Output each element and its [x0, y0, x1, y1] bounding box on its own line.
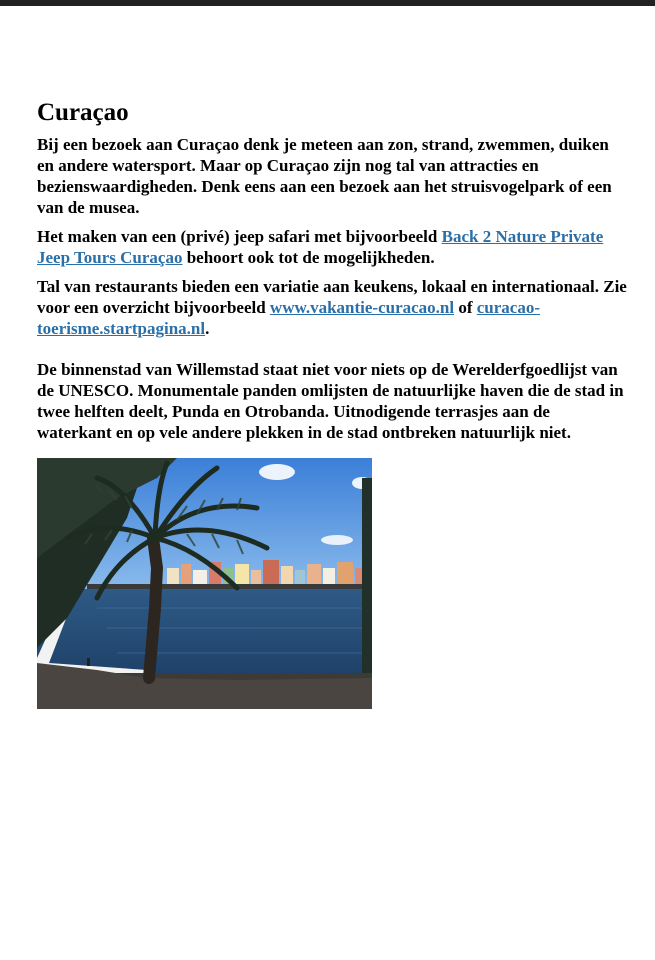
vakantie-curacao-link[interactable]: www.vakantie-curacao.nl: [269, 298, 455, 317]
top-bar: [0, 0, 655, 6]
jeep-paragraph: [37, 226, 627, 268]
startpagina-link[interactable]: curacao-toerisme.startpagina.nl: [37, 298, 541, 338]
document-body: [37, 96, 627, 451]
restaurants-paragraph: [37, 276, 627, 339]
harbor-photo: [37, 458, 372, 709]
restaurants-text-after: .: [205, 319, 210, 338]
jeep-text-after: behoort ook tot de mogelijkheden.: [182, 248, 435, 267]
willemstad-paragraph: De binnenstad van Willemstad staat niet voor niets op de Werelderfgoedlijst van de UNESCO. Monumentale panden omlijsten de natuurlijke haven die de stad in twee helften deelt, Punda en Otrobanda. Uitnodigende terrasjes aan de waterkant en op vele andere plekken in de stad ontbreken natuurlijk niet.: [37, 360, 624, 442]
jeep-text-before: Het maken van een (privé) jeep safari met bijvoorbeeld: [37, 227, 442, 246]
back2nature-link[interactable]: Back 2 Nature Private Jeep Tours Curaçao: [37, 227, 604, 267]
intro-paragraph: Bij een bezoek aan Curaçao denk je meteen aan zon, strand, zwemmen, duiken en andere watersport. Maar op Curaçao zijn nog tal van attracties en bezienswaardigheden. Denk eens aan een bezoek aan het struisvogelpark of een van de musea.: [37, 135, 612, 217]
page-title: Curaçao: [37, 99, 129, 126]
restaurants-text-middle: of: [454, 298, 477, 317]
restaurants-text-before: Tal van restaurants bieden een variatie aan keukens, lokaal en internationaal. Zie voor een overzicht bijvoorbeeld: [37, 277, 627, 317]
